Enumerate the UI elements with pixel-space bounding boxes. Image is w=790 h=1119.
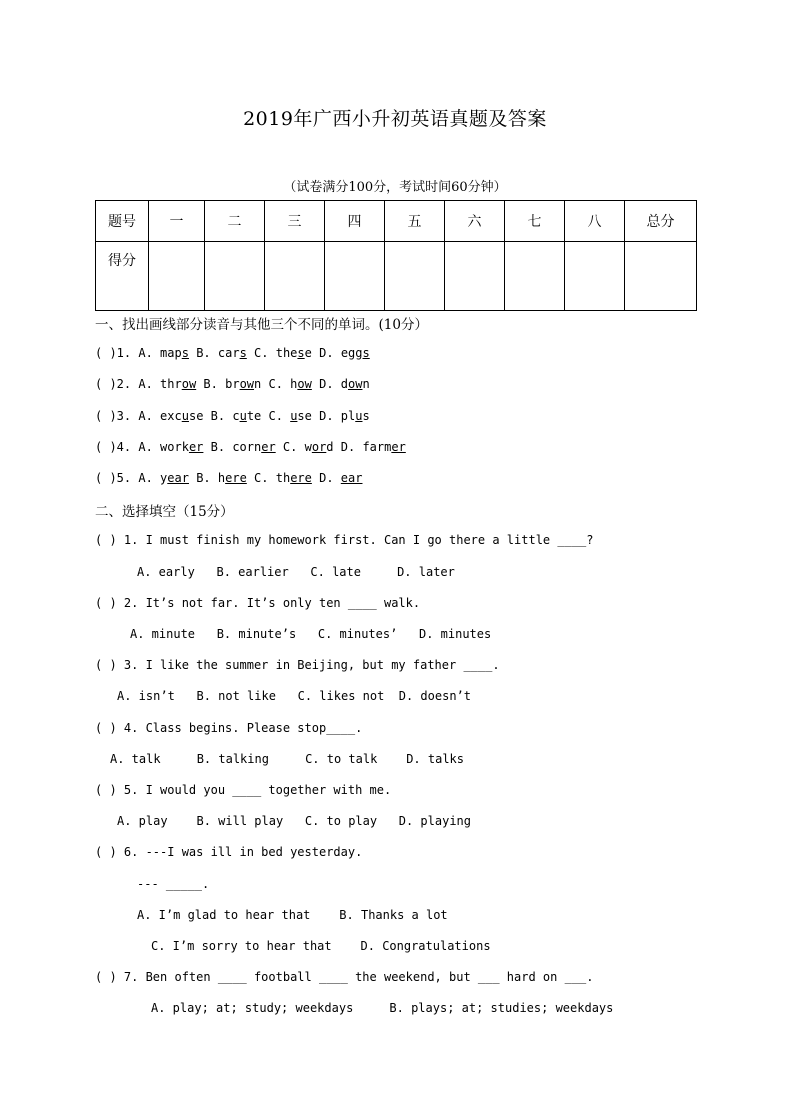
word-part: c [232,409,240,423]
word-part: the [275,346,298,360]
question-text: ( ) 5. I would you ____ together with me. [95,783,392,797]
word-part: d [326,440,334,454]
answer-options: A. minute B. minute’s C. minutes’ D. minutes [130,627,492,641]
question-number: ( )2. [95,377,132,391]
word-part: e [304,346,312,360]
phonics-question [95,346,370,360]
score-entry-cell[interactable] [505,242,565,311]
phonics-question [95,440,406,454]
word-part: farm [362,440,392,454]
option-letter: C. [282,440,298,454]
table-cell: 五 [385,201,445,242]
option-letter: B. [210,409,226,423]
underlined-letters: ere [225,471,247,485]
option-letter: A. [138,440,153,454]
underlined-letters: er [261,440,276,454]
word-part: car [217,346,240,360]
section-1-heading: 一、找出画线部分读音与其他三个不同的单词。(10分） [95,317,428,333]
score-entry-cell[interactable] [205,242,265,311]
option-letter: A. [138,377,153,391]
table-cell: 六 [445,201,505,242]
word-part: h [217,471,226,485]
page-title: 2019年广西小升初英语真题及答案 [243,108,547,130]
word-part: n [254,377,262,391]
option-letter: D. [340,440,356,454]
question-text: ( ) 7. Ben often ____ football ____ the weekend, but ___ hard on ___. [95,970,594,984]
question-text: ( ) 2. It’s not far. It’s only ten ____ walk. [95,596,421,610]
answer-options: A. play; at; study; weekdays B. plays; at; studies; weekdays [151,1001,614,1015]
word-part: te [246,409,262,423]
table-cell: 题号 [96,201,149,242]
score-table-header-row [96,201,697,242]
table-cell: 一 [149,201,205,242]
word-part: br [225,377,240,391]
answer-options: A. early B. earlier C. late D. later [137,565,455,579]
word-part: y [160,471,168,485]
underlined-letters: u [181,409,189,423]
score-entry-cell[interactable] [445,242,505,311]
word-part: thr [160,377,182,391]
question-number: ( )5. [95,471,132,485]
question-text: ( ) 4. Class begins. Please stop____. [95,721,363,735]
score-entry-cell[interactable] [385,242,445,311]
underlined-letters: er [391,440,406,454]
score-entry-cell[interactable] [265,242,325,311]
question-text: ( ) 6. ---I was ill in bed yesterday. [95,845,363,859]
table-cell: 八 [565,201,625,242]
underlined-letters: ow [181,377,197,391]
table-cell: 二 [205,201,265,242]
word-part: h [290,377,298,391]
underlined-letters: ear [167,471,189,485]
question-text: ( ) 1. I must finish my homework first. Can I go there a little ____? [95,533,594,547]
underlined-letters: er [188,440,204,454]
question-text: ( ) 3. I like the summer in Beijing, but my father ____. [95,658,500,672]
word-part: work [160,440,189,454]
underlined-letters: s [362,346,370,360]
option-letter: D. [319,377,334,391]
option-letter: C. [254,346,269,360]
question-number: ( )1. [95,346,132,360]
word-part: se [297,409,312,423]
phonics-question [95,471,362,485]
score-table [95,200,697,311]
option-letter: B. [196,346,211,360]
underlined-letters: ear [340,471,363,485]
table-cell: 得分 [96,242,149,311]
section-2-heading: 二、选择填空（15分） [95,504,234,520]
word-part: egg [340,346,363,360]
score-entry-cell[interactable] [565,242,625,311]
option-letter: A. [138,346,153,360]
exam-info: （试卷满分100分，考试时间60分钟） [283,180,507,195]
option-letter: D. [319,409,334,423]
underlined-letters: u [290,409,298,423]
answer-options: A. I’m glad to hear that B. Thanks a lot [137,908,448,922]
underlined-letters: s [297,346,305,360]
answer-options: C. I’m sorry to hear that D. Congratulations [151,939,491,953]
option-letter: C. [268,409,283,423]
option-letter: A. [138,471,153,485]
underlined-letters: u [355,409,363,423]
option-letter: D. [319,471,334,485]
question-number: ( )4. [95,440,132,454]
underlined-letters: ow [348,377,363,391]
option-letter: D. [319,346,334,360]
underlined-letters: s [239,346,247,360]
underlined-letters: or [311,440,327,454]
option-letter: B. [196,471,211,485]
option-letter: B. [210,440,226,454]
dialogue-blank: --- _____. [137,877,210,891]
underlined-letters: ere [290,471,312,485]
question-number: ( )3. [95,409,132,423]
word-part: th [275,471,291,485]
table-cell: 七 [505,201,565,242]
word-part: d [340,377,349,391]
table-cell: 四 [325,201,385,242]
phonics-question [95,409,370,423]
answer-options: A. play B. will play C. to play D. playing [117,814,472,828]
word-part: map [160,346,182,360]
option-letter: C. [268,377,283,391]
answer-options: A. isn’t B. not like C. likes not D. doesn’t [117,689,472,703]
underlined-letters: u [239,409,247,423]
option-letter: A. [138,409,153,423]
word-part: w [304,440,312,454]
option-letter: C. [254,471,269,485]
word-part: s [362,409,370,423]
underlined-letters: ow [239,377,255,391]
answer-options: A. talk B. talking C. to talk D. talks [110,752,465,766]
table-cell: 总分 [625,201,697,242]
word-part: pl [340,409,356,423]
underlined-letters: ow [297,377,312,391]
word-part: se [188,409,204,423]
option-letter: B. [203,377,218,391]
word-part: corn [232,440,262,454]
score-entry-cell[interactable] [625,242,697,311]
word-part: exc [160,409,182,423]
score-table-score-row [96,242,697,311]
word-part: n [362,377,370,391]
score-entry-cell[interactable] [325,242,385,311]
table-cell: 三 [265,201,325,242]
underlined-letters: s [181,346,189,360]
score-entry-cell[interactable] [149,242,205,311]
phonics-question [95,377,370,391]
